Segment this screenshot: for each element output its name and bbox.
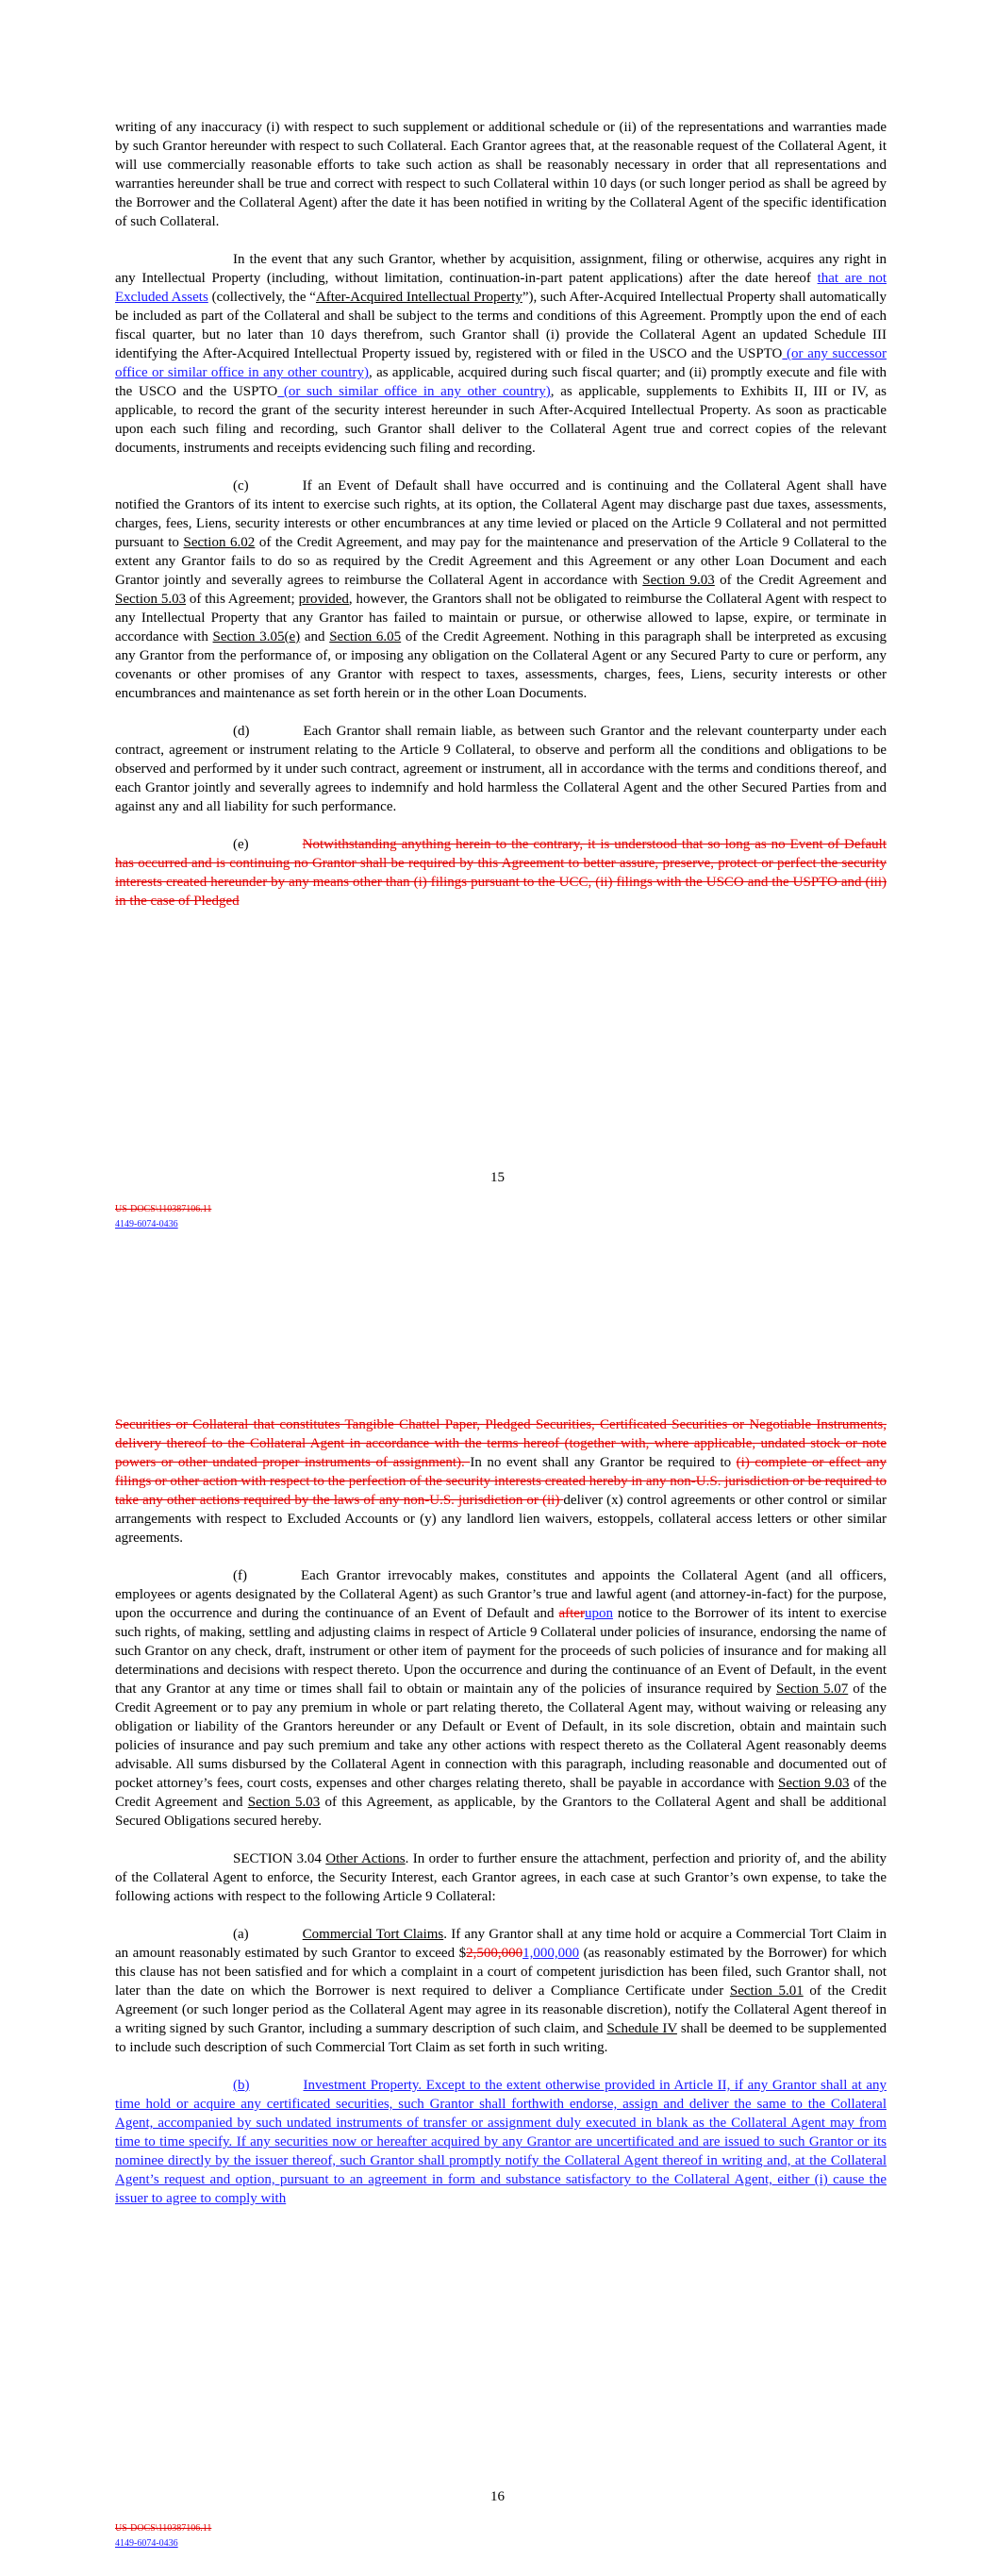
document-footer bbox=[115, 2521, 211, 2551]
inserted-text: upon bbox=[584, 1606, 613, 1621]
footer-old-doc-id: US-DOCS\110387106.11 bbox=[115, 2523, 212, 2534]
inserted-text: (or any successor office or similar office in any other country) bbox=[115, 346, 887, 380]
section-reference: Section 3.05(e) bbox=[212, 629, 301, 644]
clause-d: (d) Each Grantor shall remain liable, as between such Grantor and the relevant counterparty under each contract, agreement or instrument relating to the Article 9 Collateral, to observe and perform all the conditions and obligations to be observed and performed by it under such contract, agreement or instrument, all in accordance with the terms and conditions thereof, and each Grantor jointly and severally agrees to indemnify and hold harmless the Collateral Agent and the other Secured Parties from and against any and all liability for such performance. bbox=[115, 724, 887, 814]
proviso-term: provided bbox=[298, 592, 349, 607]
clause-a-commercial-tort-claims: (a) Commercial Tort Claims. If any Grantor shall at any time hold or acquire a Commercial Tort Claim in an amount reasonably estimated by such Grantor to exceed $2,500,0001,000,000 (as reasonably estimated by the Borrower) for which this clause has not been satisfied and for which a complaint in a court of competent jurisdiction has been filed, such Grantor shall, not later than the date on which the Borrower is next required to deliver a Compliance Certificate under Section 5.01 of the Credit Agreement (or such longer period as the Collateral Agent may agree in its reasonable discretion), notify the Collateral Agent thereof in a writing signed by such Grantor, including a summary description of such claim, and Schedule IV shall be deemed to be supplemented to include such description of such Commercial Tort Claim as set forth in such writing. bbox=[115, 1927, 887, 2055]
clause-label: (a) bbox=[233, 1927, 249, 1942]
paragraph-inaccuracy: writing of any inaccuracy (i) with respect to such supplement or additional schedule or (ii) of the representations and warranties made by such Grantor hereunder with respect to such Collateral. Each Grantor agrees that, at the reasonable request of the Collateral Agent, it will use commercially reasonable efforts to take such action as shall be reasonably necessary in order that all representations and warranties hereunder shall be true and correct with respect to such Collateral within 10 days (or such longer period as shall be agreed by the Borrower and the Collateral Agent) after the date it has been notified in writing by the Collateral Agent of the specific identification of such Collateral. bbox=[115, 120, 887, 229]
inserted-text: that are not Excluded Assets bbox=[115, 271, 887, 305]
footer-new-doc-id: 4149-6074-0436 bbox=[115, 1219, 178, 1229]
clause-label: (f) bbox=[233, 1568, 247, 1583]
page-16-body bbox=[115, 1415, 887, 2227]
deleted-text: (i) complete or effect any filings or other action with respect to the perfection of the security interests created hereby in any non-U.S. jurisdiction or be required to take any other actions required by the laws of any non-U.S. jurisdiction or (ii) bbox=[115, 1455, 887, 1508]
document-footer bbox=[115, 1202, 211, 1232]
clause-f: (f) Each Grantor irrevocably makes, constitutes and appoints the Collateral Agent (and all officers, employees or agents designated by the Collateral Agent) as such Grantor’s true and lawful agent (and attorney-in-fact) for the purpose, upon the occurrence and during the continuance of an Event of Default and afterupon notice to the Borrower of its intent to exercise such rights, of making, settling and adjusting claims in respect of Article 9 Collateral under policies of insurance, endorsing the name of such Grantor on any check, draft, instrument or other item of payment for the proceeds of such policies of insurance and for making all determinations and decisions with respect thereto. Upon the occurrence and during the continuance of an Event of Default, in the event that any Grantor at any time or times shall fail to obtain or maintain any of the policies of insurance required by Section 5.07 of the Credit Agreement or to pay any premium in whole or part relating thereto, the Collateral Agent may, without waiving or releasing any obligation or liability of the Grantors hereunder or any Default or Event of Default, in its sole discretion, obtain and maintain such policies of insurance and pay such premium and take any other actions with respect thereto as the Collateral Agent reasonably deems advisable. All sums disbursed by the Collateral Agent in connection with this paragraph, including reasonable and documented out of pocket attorney’s fees, court costs, expenses and other charges relating thereto, shall be payable in accordance with Section 9.03 of the Credit Agreement and Section 5.03 of this Agreement, as applicable, by the Grantors to the Collateral Agent and shall be additional Secured Obligations secured hereby. bbox=[115, 1568, 887, 1829]
clause-e bbox=[115, 835, 887, 911]
clause-c: (c) If an Event of Default shall have occurred and is continuing and the Collateral Agent shall have notified the Grantors of its intent to exercise such rights, at its option, the Collateral Agent may discharge past due taxes, assessments, charges, fees, Liens, security interests or other encumbrances at any time levied or placed on the Article 9 Collateral and not permitted pursuant to Section 6.02 of the Credit Agreement, and may pay for the maintenance and preservation of the Article 9 Collateral to the extent any Grantor fails to do so as required by the Credit Agreement and this Agreement or any other Loan Document and each Grantor jointly and severally agrees to reimburse the Collateral Agent in accordance with Section 9.03 of the Credit Agreement and Section 5.03 of this Agreement; provided, however, the Grantors shall not be obligated to reimburse the Collateral Agent with respect to any Intellectual Property that any Grantor has failed to maintain or pursue, or otherwise allowed to lapse, expire, or terminate in accordance with Section 3.05(e) and Section 6.05 of the Credit Agreement. Nothing in this paragraph shall be interpreted as excusing any Grantor from the performance of, or imposing any obligation on the Collateral Agent or any Secured Party to cure or perform, any covenants or other promises of any Grantor with respect to taxes, assessments, charges, fees, Liens, security interests or other encumbrances and maintenance as set forth herein or in the other Loan Documents. bbox=[115, 478, 887, 701]
page-15-body bbox=[115, 118, 887, 929]
section-reference: Section 5.07 bbox=[776, 1681, 849, 1697]
inserted-text: 1,000,000 bbox=[522, 1946, 580, 1961]
deleted-text: Securities or Collateral that constitutes Tangible Chattel Paper, Pledged Securities, Certificated Securities or Negotiable Instruments, delivery thereof to the Collateral Agent in accordance with the terms hereof (together with, where applicable, undated stock or note powers or other undated proper instruments of assignment). bbox=[115, 1417, 887, 1470]
section-reference: Section 5.01 bbox=[729, 1983, 804, 1999]
clause-title: Investment Property bbox=[303, 2078, 419, 2093]
schedule-reference: Schedule IV bbox=[606, 2021, 677, 2036]
page-number: 16 bbox=[490, 2489, 505, 2504]
paragraph-after-acquired-ip: In the event that any such Grantor, whether by acquisition, assignment, filing or otherwise, acquires any right in any Intellectual Property (including, without limitation, continuation-in-part patent applications) after the date hereof that are not Excluded Assets (collectively, the “After-Acquired Intellectual Property”), such After-Acquired Intellectual Property shall automatically be included as part of the Collateral and shall be subject to the terms and conditions of this Agreement. Promptly upon the end of each fiscal quarter, but no later than 10 days therefrom, such Grantor shall (i) provide the Collateral Agent an updated Schedule III identifying the After-Acquired Intellectual Property issued by, registered with or filed in the USCO and the USPTO (or any successor office or similar office in any other country), as applicable, acquired during such fiscal quarter; and (ii) promptly execute and file with the USCO and the USPTO (or such similar office in any other country), as applicable, supplements to Exhibits II, III or IV, as applicable, to record the grant of the security interest hereunder in such After-Acquired Intellectual Property. As soon as practicable upon each such filing and recording, such Grantor shall deliver to the Collateral Agent true and correct copies of the relevant documents, instruments and receipts evidencing such filing and recording. bbox=[115, 252, 887, 456]
deleted-text: after bbox=[558, 1606, 585, 1621]
section-reference: Section 5.03 bbox=[247, 1795, 321, 1810]
clause-e-continued: Securities or Collateral that constitutes Tangible Chattel Paper, Pledged Securities, Certificated Securities or Negotiable Instruments, delivery thereof to the Collateral Agent in accordance with the terms hereof (together with, where applicable, undated stock or note powers or other undated proper instruments of assignment). In no event shall any Grantor be required to (i) complete or effect any filings or other action with respect to the perfection of the security interests created hereby in any non-U.S. jurisdiction or be required to take any other actions required by the laws of any non-U.S. jurisdiction or (ii) deliver (x) control agreements or other control or similar arrangements with respect to Excluded Accounts or (y) any landlord lien waivers, estoppels, collateral access letters or other similar agreements. bbox=[115, 1417, 887, 1546]
clause-title: Commercial Tort Claims bbox=[302, 1927, 444, 1942]
clause-label: (e) bbox=[233, 837, 249, 852]
footer-old-doc-id: US-DOCS\110387106.11 bbox=[115, 1204, 212, 1214]
section-reference: Section 6.05 bbox=[329, 629, 402, 644]
page-16 bbox=[0, 1368, 995, 2576]
section-reference: Section 5.03 bbox=[115, 592, 187, 607]
clause-b-investment-property: (b) Investment Property. Except to the extent otherwise provided in Article II, if any Grantor shall at any time hold or acquire any certificated securities, such Grantor shall forthwith endorse, assign and deliver the same to the Collateral Agent, accompanied by such undated instruments of transfer or assignment duly executed in blank as the Collateral Agent may from time to time specify. If any securities now or hereafter acquired by any Grantor are uncertificated and are issued to such Grantor or its nominee directly by the issuer thereof, such Grantor shall promptly notify the Collateral Agent thereof in writing and, at the Collateral Agent’s request and option, pursuant to an agreement in form and substance satisfactory to the Collateral Agent, either (i) cause the issuer to agree to comply with bbox=[115, 2078, 887, 2206]
page-number: 15 bbox=[490, 1170, 505, 1185]
footer-new-doc-id: 4149-6074-0436 bbox=[115, 2538, 178, 2549]
section-label: SECTION 3.04 bbox=[233, 1851, 326, 1866]
deleted-text: Notwithstanding anything herein to the contrary, it is understood that so long as no Event of Default has occurred and is continuing no Grantor shall be required by this Agreement to better assure, preserve, protect or perfect the security interests created hereunder by any means other than (i) filings pursuant to the UCC, (ii) filings with the USCO and the USPTO and (iii) in the case of Pledged bbox=[115, 837, 887, 909]
section-title: Other Actions bbox=[325, 1851, 406, 1866]
page-15 bbox=[0, 0, 995, 1283]
section-3-04: SECTION 3.04 Other Actions. In order to further ensure the attachment, perfection and priority of, and the ability of the Collateral Agent to enforce, the Security Interest, each Grantor agrees, in each case at such Grantor’s own expense, to take the following actions with respect to the following Article 9 Collateral: bbox=[115, 1851, 887, 1904]
section-reference: Section 6.02 bbox=[183, 535, 256, 550]
section-reference: Section 9.03 bbox=[642, 573, 715, 588]
page-break bbox=[0, 1283, 995, 1368]
deleted-text: 2,500,000 bbox=[466, 1946, 523, 1961]
section-reference: Section 9.03 bbox=[778, 1776, 850, 1791]
defined-term: After-Acquired Intellectual Property bbox=[315, 290, 522, 305]
clause-label: (d) bbox=[233, 724, 250, 739]
clause-label: (b) bbox=[233, 2078, 250, 2093]
clause-label: (c) bbox=[233, 478, 249, 493]
inserted-text: (or such similar office in any other country) bbox=[277, 384, 551, 399]
